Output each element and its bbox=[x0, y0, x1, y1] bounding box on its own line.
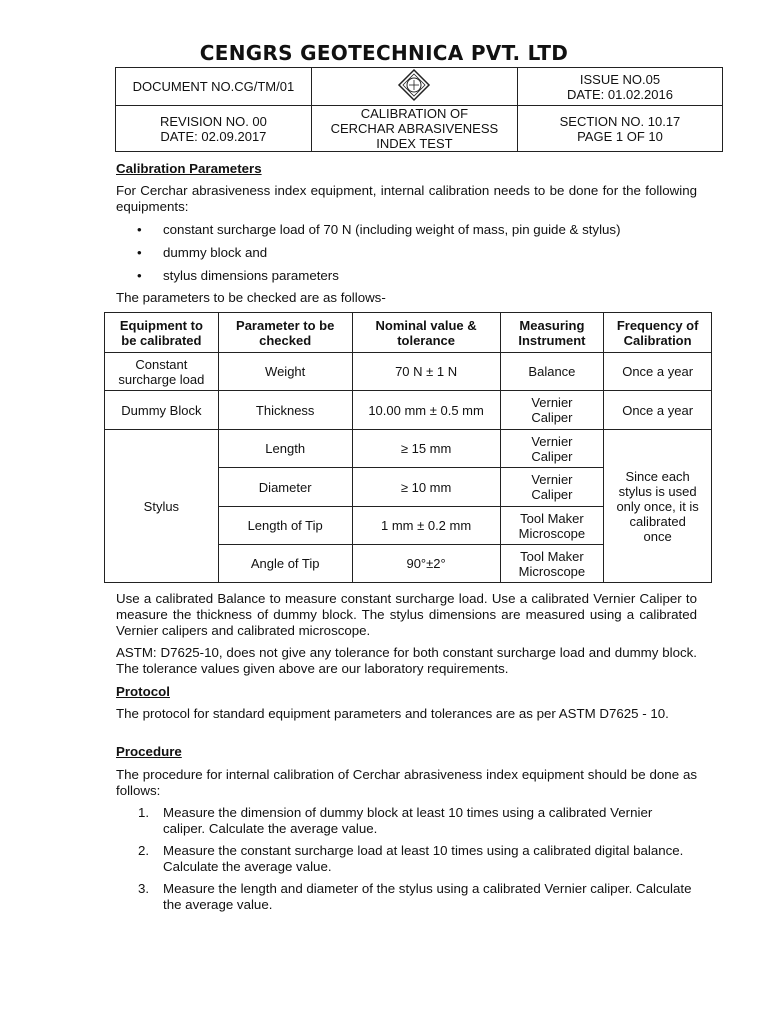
document-page: CENGRS GEOTECHNICA PVT. LTD DOCUMENT NO.CG/TM/01 ISSUE NO.05 DATE: 01.02.2016 REVISION NO. 00 DATE: 02.09.2017 CALIBRATION OF CERCHAR ABRASIVENESS INDEX TEST SECTION NO. 10.17 PAGE 1 OF 10 Calibration Parameters For Cerchar abrasiveness index equipment, internal calibration needs to be done for the following equipments: • constant surcharge load of 70 N (including weight of mass, pin guide & stylus) • dummy block and • stylus dimensions parameters The parameters to be checked are as follows- Equipment to be calibrated Parameter to be checked Nominal value & tolerance Measuring Instrument Frequency of Calibration Constant surcharge load Weight 70 N ± 1 N Balance Once a year Dummy Block Thickness 10.00 mm ± 0.5 mm Vernier Caliper Once a year Stylus Length ≥ 15 mm Vernier Caliper Since each stylus is used only once, it is calibrated once Diameter ≥ 10 mm Vernier Caliper Length of Tip 1 mm ± 0.2 mm Tool Maker Microscope Angle of Tip 90°±2° Tool Maker Microscope Use a calibrated Balance to measure constant surcharge load. Use a calibrated Vernier Caliper to measure the thickness of dummy block. The stylus dimensions are measured using a calibrated Vernier calipers and calibrated microscope. ASTM: D7625-10, does not give any tolerance for both constant surcharge load and dummy block. The tolerance values given above are our laboratory requirements. Protocol The protocol for standard equipment parameters and tolerances are as per ASTM D7625 - 10. Procedure The procedure for internal calibration of Cerchar abrasiveness index equipment should be done as follows: 1. Measure the dimension of dummy block at least 10 times using a calibrated Vernier caliper. Calculate the average value. 2. Measure the constant surcharge load at least 10 times using a calibrated digital balance. Calculate the average value. 3. Measure the length and diameter of the stylus using a calibrated Vernier caliper. Calculate the average value. bbox=[0, 0, 768, 1024]
cell-parameter: Length bbox=[218, 430, 352, 468]
issue-info: ISSUE NO.05 DATE: 01.02.2016 bbox=[517, 68, 722, 106]
procedure-heading: Procedure bbox=[116, 744, 182, 759]
header-parameter: Parameter to be checked bbox=[218, 313, 352, 353]
protocol-heading: Protocol bbox=[116, 684, 170, 699]
calibration-intro: For Cerchar abrasiveness index equipment, internal calibration needs to be done for the following equipments: bbox=[116, 183, 697, 214]
cell-instrument: Vernier Caliper bbox=[500, 430, 604, 468]
cell-instrument: Vernier Caliper bbox=[500, 468, 604, 507]
cell-frequency: Once a year bbox=[604, 353, 712, 391]
logo-cell bbox=[311, 68, 517, 106]
procedure-intro: The procedure for internal calibration of Cerchar abrasiveness index equipment should be done as follows: bbox=[116, 767, 697, 798]
document-title: CALIBRATION OF CERCHAR ABRASIVENESS INDEX TEST bbox=[311, 106, 517, 152]
astm-paragraph: ASTM: D7625-10, does not give any tolerance for both constant surcharge load and dummy block. The tolerance values given above are our laboratory requirements. bbox=[116, 645, 697, 676]
cell-equipment: Dummy Block bbox=[105, 391, 219, 430]
header-instrument: Measuring Instrument bbox=[500, 313, 604, 353]
bullet-dot-icon: • bbox=[137, 222, 142, 237]
parameters-table bbox=[104, 312, 712, 583]
cell-nominal: 90°±2° bbox=[352, 545, 500, 583]
bullet-dot-icon: • bbox=[137, 268, 142, 283]
cell-nominal: ≥ 15 mm bbox=[352, 430, 500, 468]
protocol-text: The protocol for standard equipment parameters and tolerances are as per ASTM D7625 - 10. bbox=[116, 706, 669, 721]
revision-info: REVISION NO. 00 DATE: 02.09.2017 bbox=[116, 106, 312, 152]
table-row bbox=[105, 353, 712, 391]
cell-parameter: Diameter bbox=[218, 468, 352, 507]
cell-frequency: Since each stylus is used only once, it is calibrated once bbox=[604, 430, 712, 583]
header-equipment: Equipment to be calibrated bbox=[105, 313, 219, 353]
cell-nominal: 10.00 mm ± 0.5 mm bbox=[352, 391, 500, 430]
cell-instrument: Tool Maker Microscope bbox=[500, 545, 604, 583]
cell-equipment: Stylus bbox=[105, 430, 219, 583]
cell-parameter: Angle of Tip bbox=[218, 545, 352, 583]
section-info: SECTION NO. 10.17 PAGE 1 OF 10 bbox=[517, 106, 722, 152]
table-intro: The parameters to be checked are as follows- bbox=[116, 290, 386, 305]
document-header-table bbox=[115, 67, 723, 152]
table-header-row bbox=[105, 313, 712, 353]
cell-nominal: ≥ 10 mm bbox=[352, 468, 500, 507]
cell-instrument: Balance bbox=[500, 353, 604, 391]
cell-equipment: Constant surcharge load bbox=[105, 353, 219, 391]
header-frequency: Frequency of Calibration bbox=[604, 313, 712, 353]
cell-instrument: Tool Maker Microscope bbox=[500, 507, 604, 545]
document-number: DOCUMENT NO.CG/TM/01 bbox=[116, 68, 312, 106]
company-logo-icon bbox=[397, 68, 431, 102]
calibration-heading: Calibration Parameters bbox=[116, 161, 262, 176]
cell-parameter: Thickness bbox=[218, 391, 352, 430]
instrument-paragraph: Use a calibrated Balance to measure constant surcharge load. Use a calibrated Vernier Caliper to measure the thickness of dummy block. The stylus dimensions are measured using a calibrated Vernier calipers and calibrated microscope. bbox=[116, 591, 697, 638]
cell-nominal: 70 N ± 1 N bbox=[352, 353, 500, 391]
table-row bbox=[105, 430, 712, 468]
company-name: CENGRS GEOTECHNICA PVT. LTD bbox=[199, 41, 569, 65]
header-nominal: Nominal value & tolerance bbox=[352, 313, 500, 353]
bullet-dot-icon: • bbox=[137, 245, 142, 260]
table-row bbox=[105, 391, 712, 430]
cell-nominal: 1 mm ± 0.2 mm bbox=[352, 507, 500, 545]
cell-parameter: Length of Tip bbox=[218, 507, 352, 545]
cell-frequency: Once a year bbox=[604, 391, 712, 430]
cell-parameter: Weight bbox=[218, 353, 352, 391]
cell-instrument: Vernier Caliper bbox=[500, 391, 604, 430]
